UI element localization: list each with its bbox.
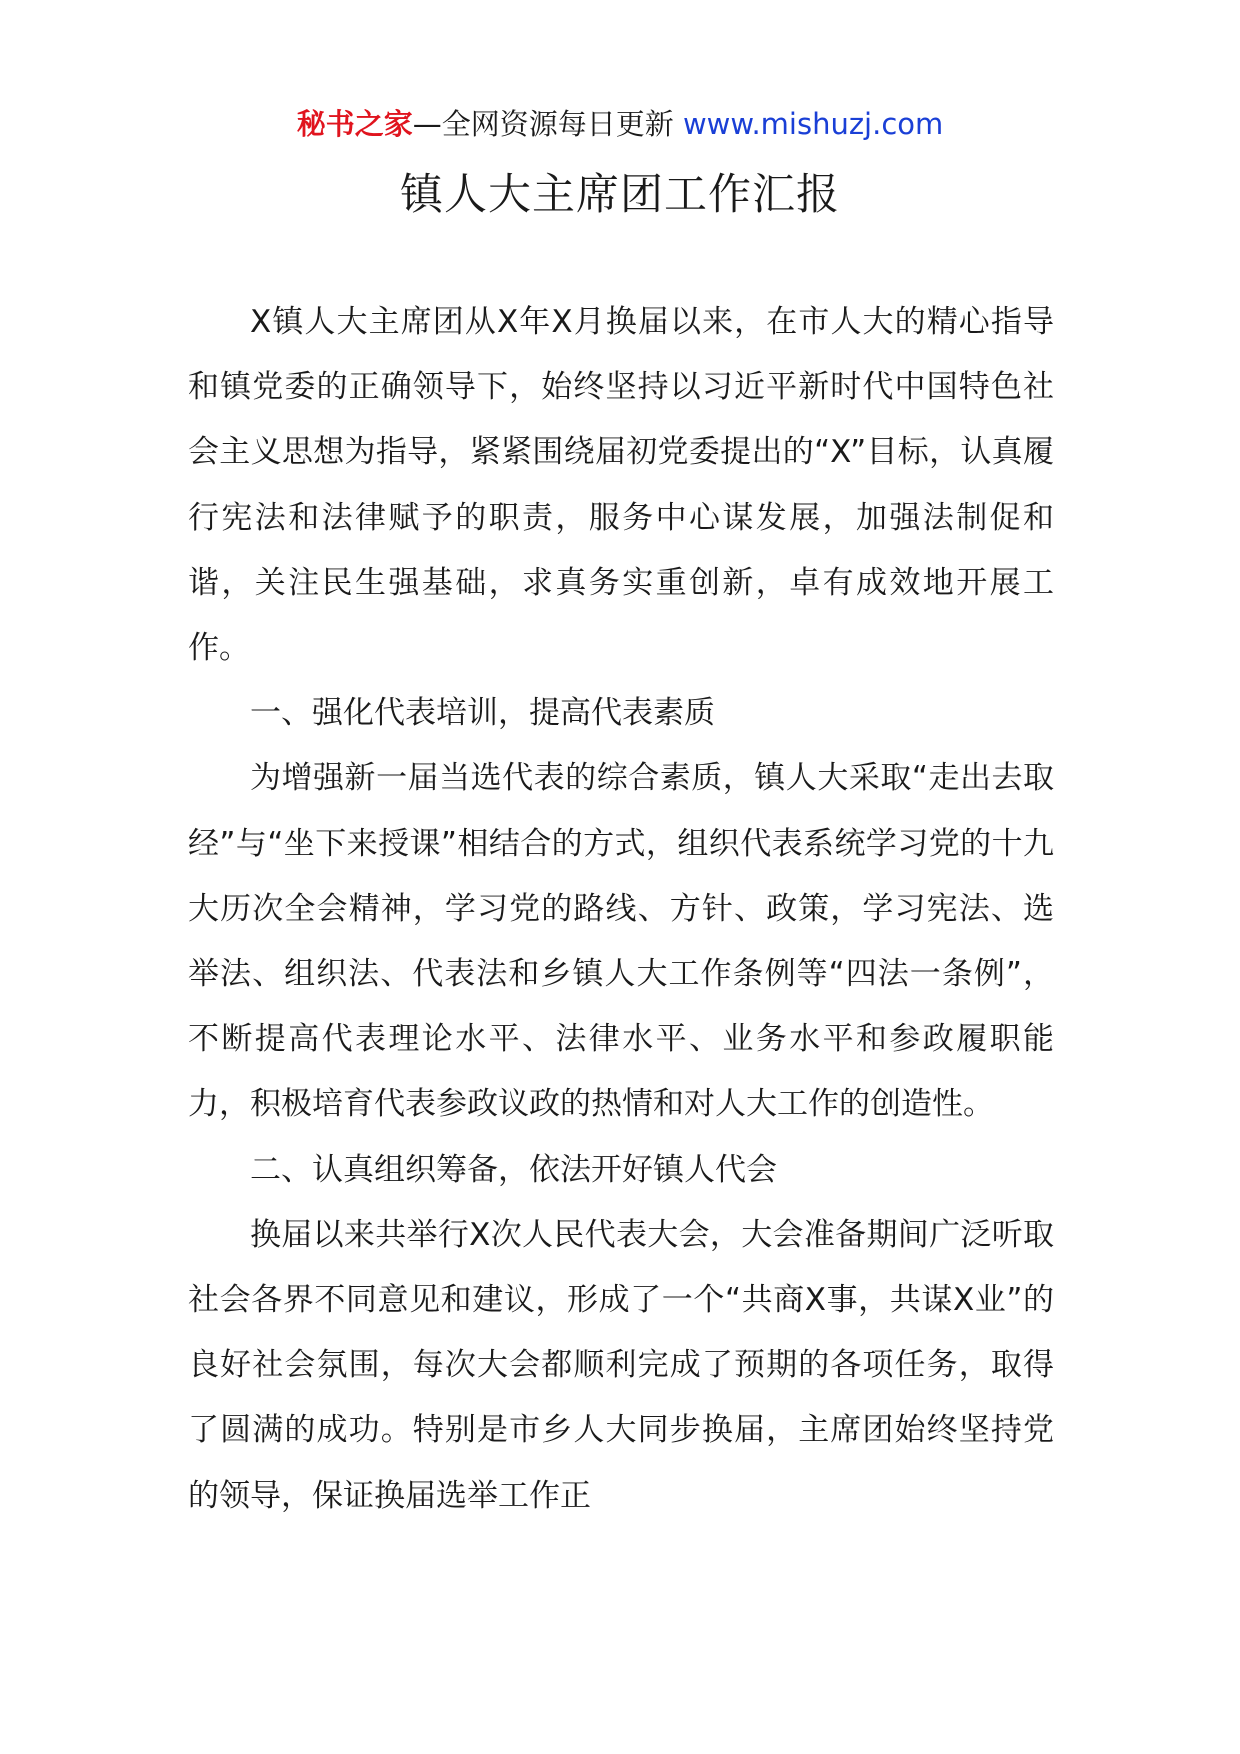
- site-header: [0, 102, 1240, 146]
- section-heading-2: 二、认真组织筹备，依法开好镇人代会: [250, 1151, 777, 1188]
- brand-name: 秘书之家: [296, 107, 413, 141]
- section-2-paragraph: 换届以来共举行X次人民代表大会，大会准备期间广泛听取社会各界不同意见和建议，形成了一个“共商X事，共谋X业”的良好社会氛围，每次大会都顺利完成了预期的各项任务，取得了圆满的成功。特别是市乡人大同步换届，主席团始终坚持党的领导，保证换届选举工作正: [188, 1216, 1054, 1514]
- header-slogan: —全网资源每日更新: [412, 107, 674, 141]
- section-1-paragraph: 为增强新一届当选代表的综合素质，镇人大采取“走出去取经”与“坐下来授课”相结合的方式，组织代表系统学习党的十九大历次全会精神，学习党的路线、方针、政策，学习宪法、选举法、组织法、代表法和乡镇人大工作条例等“四法一条例”，不断提高代表理论水平、法律水平、业务水平和参政履职能力，积极培育代表参政议政的热情和对人大工作的创造性。: [188, 760, 1054, 1123]
- section-heading-1: 一、强化代表培训，提高代表素质: [250, 695, 715, 732]
- intro-paragraph: X镇人大主席团从X年X月换届以来，在市人大的精心指导和镇党委的正确领导下，始终坚持以习近平新时代中国特色社会主义思想为指导，紧紧围绕届初党委提出的“X”目标，认真履行宪法和法律赋予的职责，服务中心谋发展，加强法制促和谐，关注民生强基础，求真务实重创新，卓有成效地开展工作。: [188, 304, 1054, 667]
- site-url-link[interactable]: www.mishuzj.com: [682, 107, 944, 141]
- document-title: 镇人大主席团工作汇报: [400, 170, 840, 220]
- document-body: [188, 290, 1054, 1529]
